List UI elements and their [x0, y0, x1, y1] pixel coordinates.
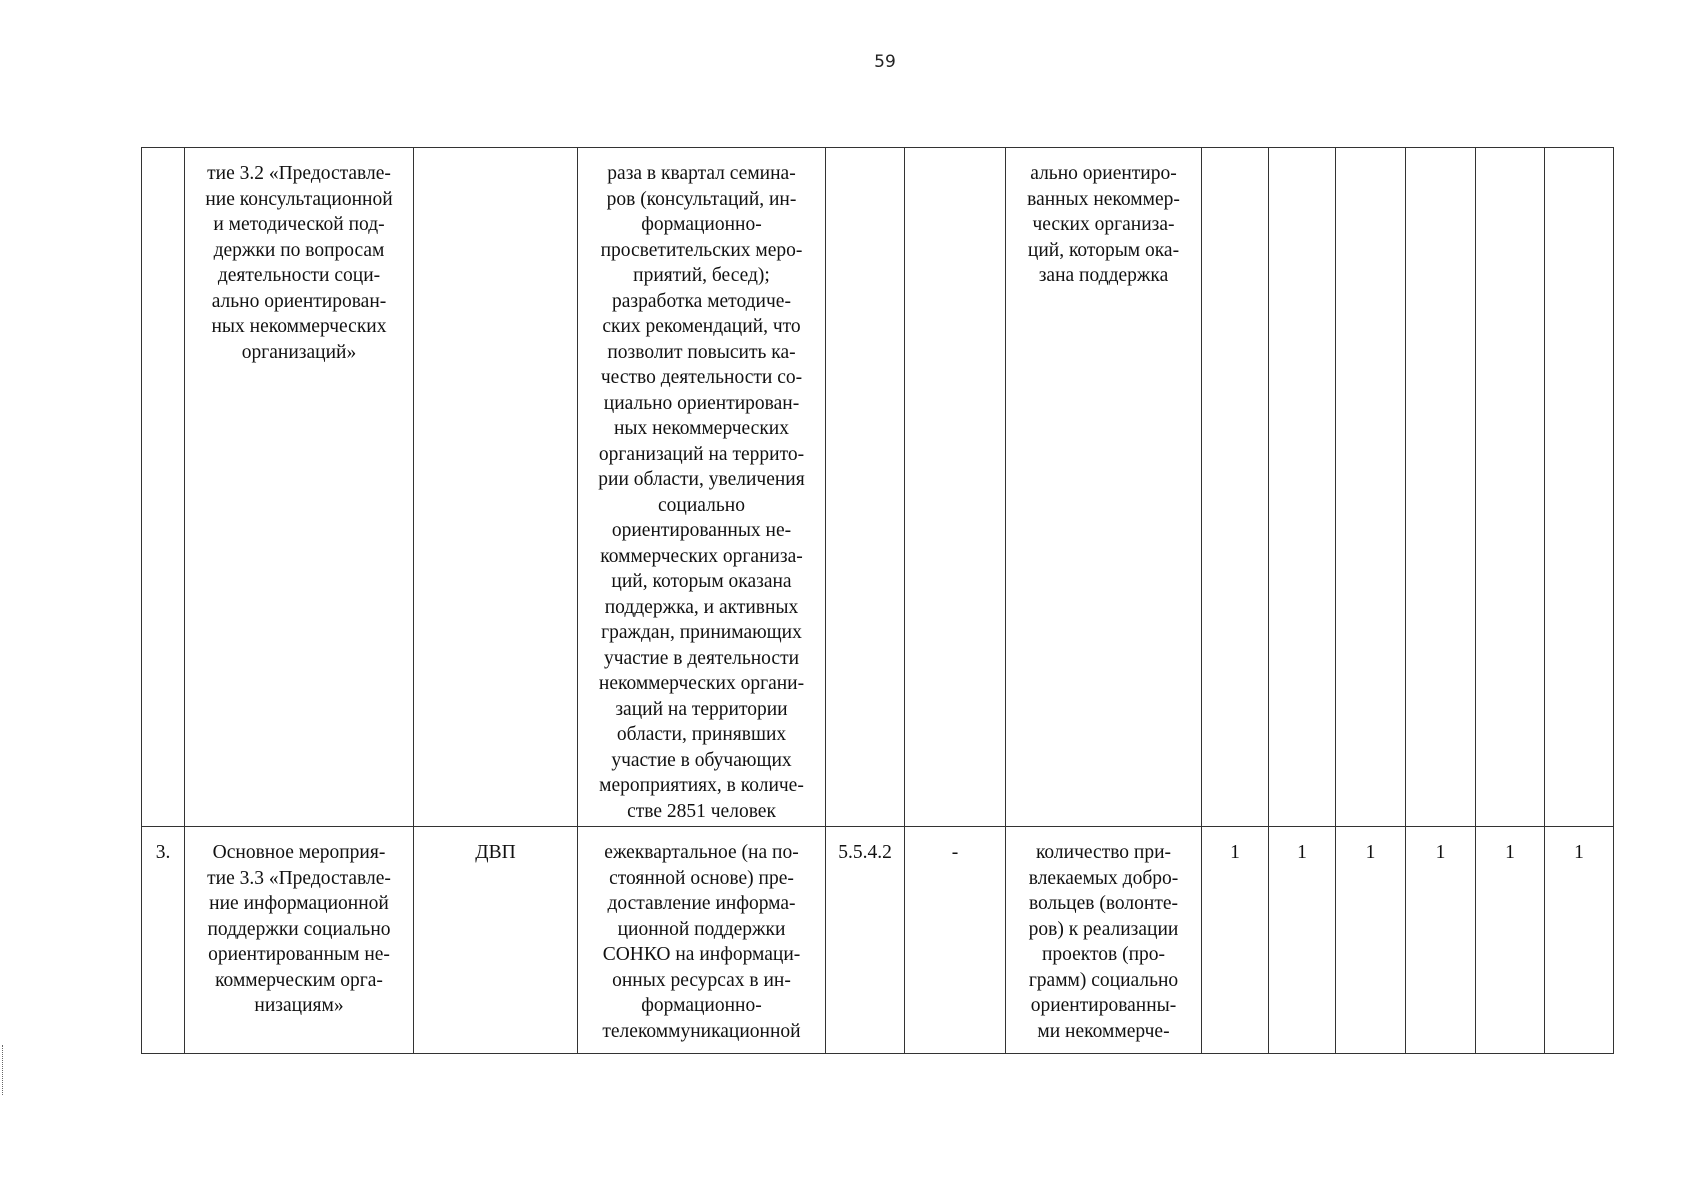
value-cell: 1 — [1406, 827, 1476, 1054]
table-row — [142, 827, 1614, 1054]
row-number-cell: 3. — [142, 827, 185, 1054]
table-row — [142, 148, 1614, 827]
value-cell: 1 — [1476, 827, 1545, 1054]
indicator-cell: ально ориентиро- ванных некоммер- ческих организа- ций, которым ока- зана поддержка — [1006, 148, 1202, 827]
value-cell — [1336, 148, 1406, 827]
page-number: 59 — [874, 52, 896, 72]
value-cell: 1 — [1336, 827, 1406, 1054]
dash-cell: - — [905, 827, 1006, 1054]
expected-result-cell: раза в квартал семина- ров (консультаций, ин- формационно- просветительских меро- приятий, бесед); разработка методиче- ских рекомендаций, что позволит повысить ка- чество деятельности со- циально ориентирован- ных некоммерческих организаций на террито- рии области, увеличения социально ориентированных не- коммерческих организа- ций, которым оказана поддержка, и активных граждан, принимающих участие в деятельности некоммерческих органи- заций на территории области, принявших участие в обучающих мероприятиях, в количе- стве 2851 человек — [578, 148, 826, 827]
activity-name-cell: Основное мероприя- тие 3.3 «Предоставле- ние информационной поддержки социально ориентированным не- коммерческим орга- низациям» — [185, 827, 414, 1054]
expected-result-cell: ежеквартальное (на по- стоянной основе) пре- доставление информа- ционной поддержки СОНКО на информаци- онных ресурсах в ин- формационно- телекоммуникационной — [578, 827, 826, 1054]
value-cell — [1545, 148, 1614, 827]
code-cell: 5.5.4.2 — [826, 827, 905, 1054]
value-cell — [1406, 148, 1476, 827]
code-cell — [826, 148, 905, 827]
value-cell: 1 — [1545, 827, 1614, 1054]
value-cell — [1202, 148, 1269, 827]
value-cell — [1269, 148, 1336, 827]
program-table — [141, 147, 1614, 1054]
value-cell: 1 — [1202, 827, 1269, 1054]
indicator-cell: количество при- влекаемых добро- вольцев (волонте- ров) к реализации проектов (про- грамм) социально ориентированны- ми некоммерче- — [1006, 827, 1202, 1054]
scan-edge-marks — [2, 1045, 5, 1095]
dash-cell — [905, 148, 1006, 827]
row-number-cell — [142, 148, 185, 827]
executor-cell — [414, 148, 578, 827]
value-cell — [1476, 148, 1545, 827]
value-cell: 1 — [1269, 827, 1336, 1054]
executor-cell: ДВП — [414, 827, 578, 1054]
activity-name-cell: тие 3.2 «Предоставле- ние консультационной и методической под- держки по вопросам деятельности соци- ально ориентирован- ных некоммерческих организаций» — [185, 148, 414, 827]
